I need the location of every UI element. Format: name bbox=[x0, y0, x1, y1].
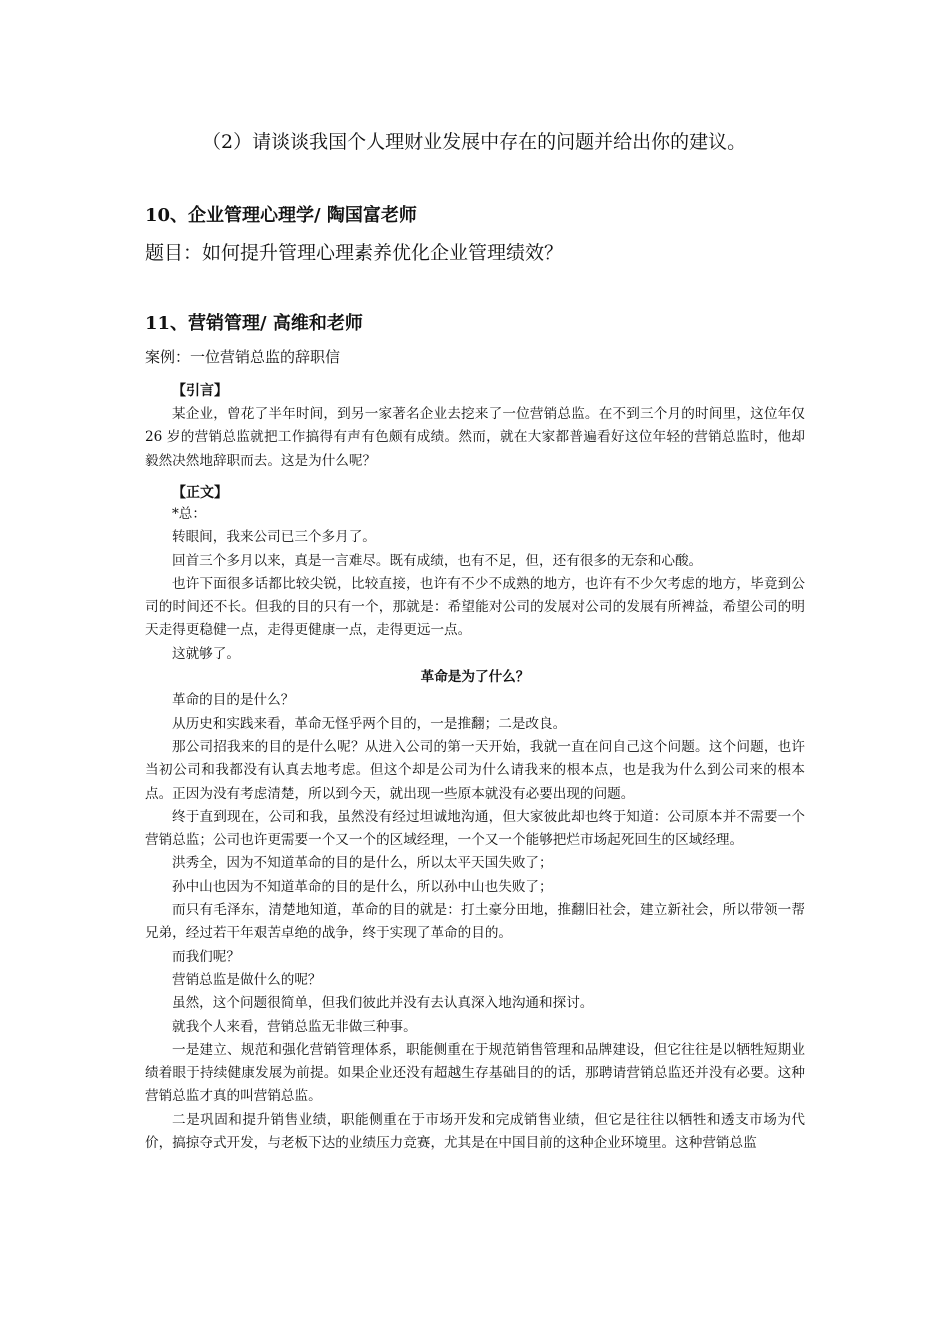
paragraph: 而只有毛泽东，清楚地知道，革命的目的就是：打土豪分田地，推翻旧社会，建立新社会，所以带领一帮兄弟，经过若干年艰苦卓绝的战争，终于实现了革命的目的。 bbox=[145, 902, 805, 942]
paragraph: 也许下面很多话都比较尖锐，比较直接，也许有不少不成熟的地方，也许有不少欠考虑的地方，毕竟到公司的时间还不长。但我的目的只有一个，那就是：希望能对公司的发展对公司的发展有所裨益，希望公司的明天走得更稳健一点，走得更健康一点，走得更远一点。 bbox=[145, 575, 805, 639]
intro-label: 【引言】 bbox=[172, 383, 228, 399]
question-2: （2）请谈谈我国个人理财业发展中存在的问题并给出你的建议。 bbox=[202, 131, 747, 153]
paragraph: 就我个人来看，营销总监无非做三种事。 bbox=[172, 1018, 417, 1035]
paragraph: 回首三个多月以来，真是一言难尽。既有成绩，也有不足，但，还有很多的无奈和心酸。 bbox=[172, 552, 703, 569]
letter-subtitle: 革命是为了什么？ bbox=[420, 669, 530, 686]
letter-body bbox=[145, 503, 805, 1155]
paragraph: 虽然，这个问题很简单，但我们彼此并没有去认真深入地沟通和探讨。 bbox=[172, 995, 594, 1012]
paragraph: 孙中山也因为不知道革命的目的是什么，所以孙中山也失败了； bbox=[172, 878, 553, 895]
paragraph: 这就够了。 bbox=[172, 645, 240, 662]
paragraph: 一是建立、规范和强化营销管理体系，职能侧重在于规范销售管理和品牌建设，但它往往是以牺牲短期业绩着眼于持续健康发展为前提。如果企业还没有超越生存基础目的的话，那聘请营销总监还并没有必要。这种营销总监才真的叫营销总监。 bbox=[145, 1041, 805, 1105]
paragraph: 那公司招我来的目的是什么呢？从进入公司的第一天开始，我就一直在问自己这个问题。这个问题，也许当初公司和我都没有认真去地考虑。但这个却是公司为什么请我来的根本点，也是我为什么到公司来的根本点。正因为没有考虑清楚，所以到今天，就出现一些原本就没有必要出现的问题。 bbox=[145, 738, 805, 802]
body-label: 【正文】 bbox=[172, 485, 228, 501]
section-10-heading: 10、企业管理心理学/ 陶国富老师 bbox=[145, 205, 417, 226]
section-11-heading: 11、营销管理/ 高维和老师 bbox=[145, 313, 363, 334]
paragraph: 转眼间，我来公司已三个多月了。 bbox=[172, 529, 376, 546]
paragraph: 终于直到现在，公司和我，虽然没有经过坦诚地沟通，但大家彼此却也终于知道：公司原本并不需要一个营销总监；公司也许更需要一个又一个的区域经理，一个又一个能够把烂市场起死回生的区域经理。 bbox=[145, 808, 805, 849]
case-title: 案例：一位营销总监的辞职信 bbox=[145, 348, 341, 366]
intro-paragraph: 某企业，曾花了半年时间，到另一家著名企业去挖来了一位营销总监。在不到三个月的时间里，这位年仅 26 岁的营销总监就把工作搞得有声有色颇有成绩。然而，就在大家都普遍看好这位年轻的营销总监时，他却毅然决然地辞职而去。这是为什么呢？ bbox=[145, 406, 805, 469]
paragraph: 营销总监是做什么的呢？ bbox=[172, 971, 322, 988]
paragraph: 二是巩固和提升销售业绩，职能侧重在于市场开发和完成销售业绩，但它是往往以牺牲和透支市场为代价，搞掠夺式开发，与老板下达的业绩压力竞赛，尤其是在中国目前的这种企业环境里。这种营销总监 bbox=[145, 1111, 805, 1152]
intro-block bbox=[145, 403, 805, 473]
paragraph: 而我们呢？ bbox=[172, 948, 240, 965]
paragraph: 从历史和实践来看，革命无怪乎两个目的，一是推翻；二是改良。 bbox=[172, 715, 567, 732]
paragraph: 革命的目的是什么？ bbox=[172, 692, 295, 709]
section-10-topic: 题目：如何提升管理心理素养优化企业管理绩效？ bbox=[145, 242, 564, 264]
paragraph: 洪秀全，因为不知道革命的目的是什么，所以太平天国失败了； bbox=[172, 855, 553, 872]
paragraph: *总： bbox=[172, 506, 206, 522]
